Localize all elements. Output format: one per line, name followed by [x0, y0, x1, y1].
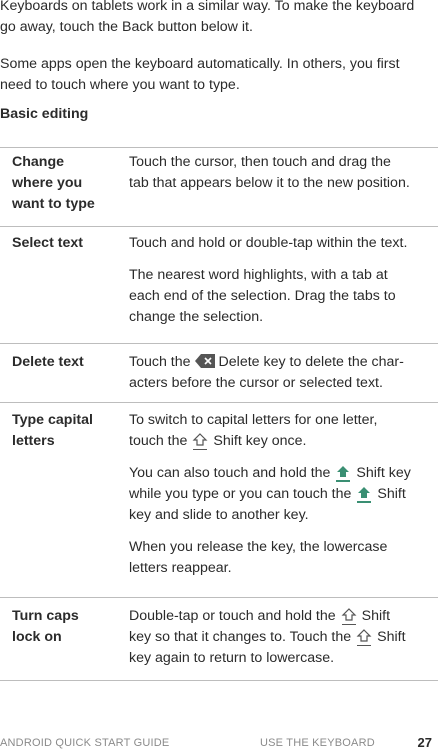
intro-line-1: Keyboards on tablets work in a similar way. To make the keyboard: [0, 0, 415, 14]
page-number: 27: [417, 735, 432, 750]
desc-select-text: Touch and hold or double-tap within the text. The nearest word highlights, with a tab at each end of the selection. Drag the tabs to change the selection.: [129, 235, 408, 325]
shift-outline-icon: [354, 628, 374, 646]
term-capital-letters: Type capital letters: [12, 412, 93, 449]
table-rule: [0, 402, 438, 403]
term-delete-text: Delete text: [12, 354, 84, 370]
desc-delete-text: Touch the Delete key to delete the char- acters before the cursor or selected text.: [129, 354, 404, 391]
intro-line-2: go away, touch the Back button below it.: [0, 19, 253, 35]
section-title: Basic editing: [0, 106, 89, 122]
shift-filled-icon: [333, 464, 353, 482]
table-rule: [0, 597, 438, 598]
shift-outline-icon: [339, 607, 359, 625]
table-rule: [0, 680, 438, 681]
table-rule: [0, 147, 438, 148]
footer-chapter-title: USE THE KEYBOARD: [260, 737, 375, 749]
shift-outline-icon: [190, 432, 210, 450]
table-rule: [0, 226, 438, 227]
term-change-position: Change where you want to type: [12, 154, 95, 212]
footer-guide-title: ANDROID QUICK START GUIDE: [0, 737, 170, 749]
delete-key-icon: [194, 353, 216, 369]
table-rule: [0, 343, 438, 344]
term-caps-lock: Turn caps lock on: [12, 608, 79, 645]
shift-filled-icon: [354, 485, 374, 503]
intro-line-3: Some apps open the keyboard automatically. In others, you first: [0, 56, 400, 72]
intro-line-4: need to touch where you want to type.: [0, 77, 240, 93]
term-select-text: Select text: [12, 235, 83, 251]
desc-caps-lock: Double-tap or touch and hold the Shift key so that it changes to. Touch the Shift key again to return to lowercase.: [129, 608, 406, 666]
desc-change-position: Touch the cursor, then touch and drag the tab that appears below it to the new position.: [129, 154, 410, 191]
desc-capital-letters: To switch to capital letters for one letter, touch the Shift key once. You can also touch and hold the Shift key while you type or you can touch the Shift key and slide to another key. When you release the key, the lowercase letters reappear.: [129, 412, 411, 576]
